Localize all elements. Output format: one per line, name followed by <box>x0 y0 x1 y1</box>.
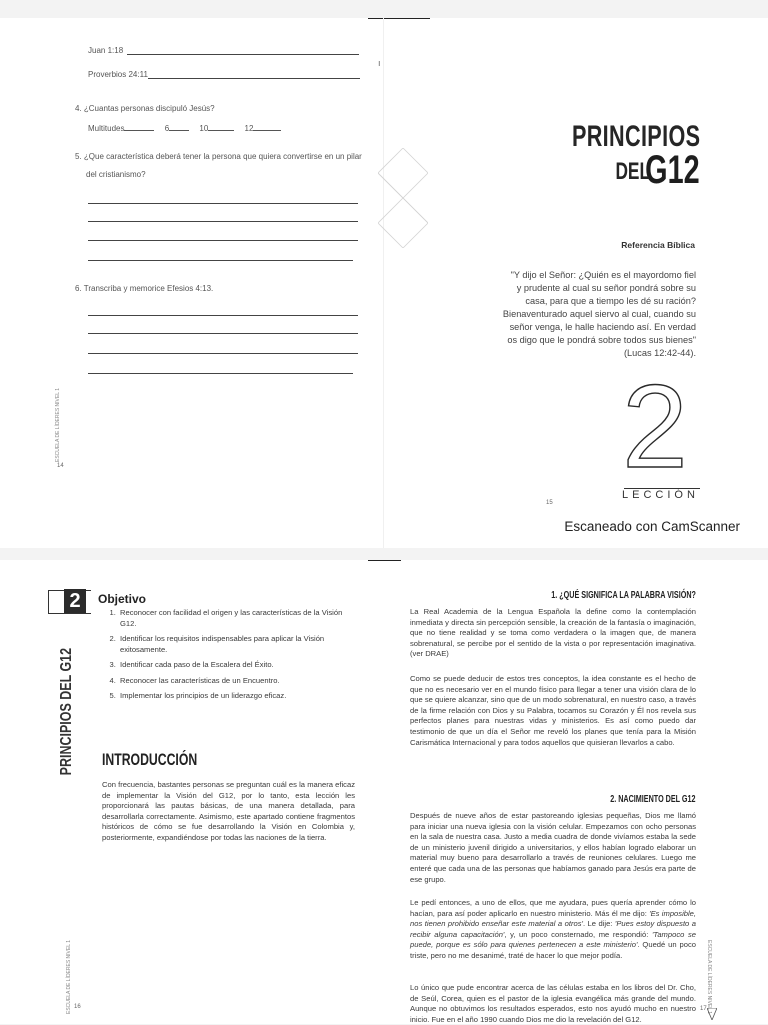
section2-p2-text-d: . Quedé un poco triste, pero no me desanimé, traté de hacer lo que mejor podía. <box>410 940 696 960</box>
q4-blank-3 <box>208 122 234 131</box>
top-spread <box>0 18 768 548</box>
proverbios-answer-line <box>148 78 360 79</box>
camscanner-watermark: Escaneado con CamScanner <box>564 519 740 534</box>
bible-quote <box>386 269 696 360</box>
q4-option-6: 6 <box>164 124 170 133</box>
quote-line: señor venga, le halle haciendo así. En verdad <box>509 322 696 332</box>
section2-p2-quote-3: 'Tampoco se puede, porque es sólo para quienes pertenecen a este ministerio' <box>410 929 696 950</box>
section2-p2-text-a: Le pedí entonces, a uno de ellos, que me ayudara, pues quería aprender cómo lo hacían, para así poder aplicarlo en nuestro ministerio. Más él me dijo: <box>410 898 696 918</box>
q4-blank-1 <box>124 122 154 131</box>
lesson-badge-number: 2 <box>64 589 86 613</box>
title-g12: G12 <box>645 148 700 192</box>
quote-line: "Y dijo el Señor: ¿Quién es el mayordomo fiel <box>510 270 696 280</box>
question-4-options <box>88 122 281 134</box>
q6-answer-line-4 <box>88 373 353 374</box>
section2-paragraph-2 <box>410 898 696 962</box>
intro-heading: INTRODUCCIÓN <box>102 750 198 769</box>
section2-p2-quote-2: 'Pues estoy dispuesto a recibir alguna capacitación' <box>410 919 696 939</box>
q4-blank-2 <box>169 122 189 131</box>
left-margin-label: ESCUELA DE LÍDERES NIVEL 1 <box>66 940 72 1015</box>
section2-p2-text-b: . Le dije: <box>582 919 615 929</box>
q6-answer-line-2 <box>88 333 358 334</box>
objetivo-item: 3. Identificar cada paso de la Escalera del Éxito. <box>118 660 356 671</box>
q6-answer-line-1 <box>88 315 358 316</box>
right-page-number: 15 <box>546 500 553 506</box>
section2-paragraph-3: Lo único que pude encontrar acerca de las células estaba en los libros del Dr. Cho, de Seúl, Corea, quien es el pastor de la iglesia evangélica más grande del mundo. Aunque no obtuvimos los resultados esperados, esto nos ayudó mucho en nuestro inicio. Fue en el año 1990 cuando Dios me dio la revelación del G12. <box>410 983 696 1024</box>
objetivo-item: 5. Implementar los principios de un liderazgo eficaz. <box>118 691 356 702</box>
section1-heading: 1. ¿QUÉ SIGNIFICA LA PALABRA VISIÓN? <box>551 590 696 601</box>
title-principios: PRINCIPIOS <box>571 120 700 153</box>
objetivo-item: 1. Reconocer con facilidad el origen y las características de la Visión G12. <box>118 608 356 629</box>
bottom-spread <box>0 560 768 1024</box>
q4-option-multitudes: Multitudes <box>88 124 125 133</box>
q5-answer-line-2 <box>88 221 358 222</box>
question-5-line1: 5. ¿Que característica deberá tener la persona que quiera convertirse en un pilar <box>75 152 362 161</box>
section2-paragraph-1: Después de nueve años de estar pastoreando iglesias pequeñas, Dios me llamó para iniciar una nueva iglesia con la visión celular. Empezamos con ocho personas en la sala de nuestra casa. Justo a media cuadra de donde vivíamos estaba la sede de un ministerio juvenil dirigido a universitarios, y ellos habían logrado elaborar un material muy bueno para desarrollarlo a través de reuniones celulares. Luego me enteré que cada una de las personas que habíamos ganado para Jesús era parte de ese grupo. <box>410 811 696 884</box>
objetivos-list <box>104 608 356 707</box>
ref-biblica-heading: Referencia Bíblica <box>621 240 695 250</box>
q5-answer-line-1 <box>88 203 358 204</box>
spine-fold <box>383 18 384 548</box>
objetivo-item: 4. Reconocer las características de un Encuentro. <box>118 676 356 687</box>
juan-ref: Juan 1:18 <box>88 46 124 55</box>
left-margin-label: ESCUELA DE LÍDERES NIVEL 1 <box>55 388 61 463</box>
q4-blank-4 <box>253 122 281 131</box>
bottom-crop-mark <box>368 560 401 561</box>
section1-paragraph-2: Como se puede deducir de estos tres conceptos, la idea constante es el hecho de que no es necesario ver en el mundo físico para llegar a tener una visión clara de lo que se quiere alcanzar, sino que de un modo sobrenatural, en nuestro caso, a través de la firme relación con Dios y su Palabra, tocamos su Corazón y Él nos revela sus perfectos planes para nuestras vidas y ministerios. Es así como puedo dar testimonio de que un día el Señor me reveló los planes que tenía para la Misión Carismática Internacional y para todos aquellos que quisieran llevarlos a cabo. <box>410 674 696 747</box>
right-page-number: 17 <box>700 1006 707 1012</box>
margin-tick: ı <box>378 58 381 68</box>
proverbios-ref: Proverbios 24:11 <box>88 70 148 79</box>
top-crop-mark <box>368 18 430 19</box>
lesson-label-rule <box>624 488 700 489</box>
lesson-title <box>560 122 700 192</box>
q5-answer-line-3 <box>88 240 358 241</box>
question-6: 6. Transcriba y memorice Efesios 4:13. <box>75 284 214 293</box>
q4-option-12: 12 <box>244 124 254 133</box>
left-page-number: 14 <box>57 463 64 469</box>
corner-triangle-icon <box>707 1008 717 1020</box>
section1-paragraph-1: La Real Academia de la Lengua Española la define como la contemplación inmediata y directa sin percepción sensible, la creación de la fantasía o imaginación, que no tiene realidad y se toma como verdadera o la imagen que, de manera sobrenatural, se percibe por el sentido de la vista o por representación imaginativa. (ver DRAE) <box>410 607 696 659</box>
question-4: 4. ¿Cuantas personas discipuló Jesús? <box>75 104 215 113</box>
objetivo-item: 2. Identificar los requisitos indispensables para aplicar la Visión exitosamente. <box>118 634 356 655</box>
side-title: PRINCIPIOS DEL G12 <box>58 647 75 776</box>
quote-line: casa, para que a tiempo les dé su ración? <box>525 296 696 306</box>
q6-answer-line-3 <box>88 353 358 354</box>
q4-option-10: 10 <box>199 124 209 133</box>
quote-line: y prudente al cual su señor pondrá sobre su <box>516 283 696 293</box>
left-page-number: 16 <box>74 1004 81 1010</box>
right-margin-label: ESCUELA DE LÍDERES NIVEL 1 <box>706 940 712 1015</box>
section2-p2-quote-1: 'Es imposible, nos tienen prohibido enseñar este material a otros' <box>410 908 696 929</box>
title-del-g12 <box>560 150 700 190</box>
intro-paragraph: Con frecuencia, bastantes personas se preguntan cuál es la manera eficaz de implementar la Visión del G12, por lo tanto, esta lección les proporcionará las pautas básicas, de una manera detallada, para desarrollarla correctamente. Asimismo, este apartado contiene fragmentos históricos de cómo se fue desarrollando la Visión en Colombia y, posteriormente, expandiéndose por todas las naciones de la tierra. <box>102 780 355 842</box>
lesson-label: LECCIÓN <box>622 489 699 501</box>
quote-line: Bienaventurado aquel siervo al cual, cuando su <box>502 309 696 319</box>
section2-p2-text-c: , y, un poco consternado, me respondió: <box>504 929 652 939</box>
section2-heading: 2. NACIMIENTO DEL G12 <box>610 794 696 805</box>
q5-answer-line-4 <box>88 260 353 261</box>
faint-geometric-watermark <box>378 148 428 248</box>
lesson-number: 2 <box>622 361 688 493</box>
quote-line: (Lucas 12:42-44). <box>623 348 696 358</box>
quote-line: os digo que le pondrá sobre todos sus bienes" <box>507 335 696 345</box>
question-5-line2: del cristianismo? <box>86 170 146 179</box>
objetivo-heading: Objetivo <box>98 592 147 606</box>
title-del: DEL <box>615 158 650 185</box>
juan-answer-line <box>127 54 359 55</box>
